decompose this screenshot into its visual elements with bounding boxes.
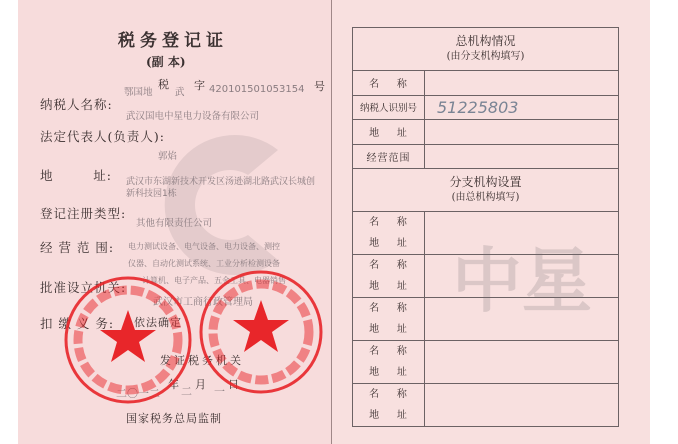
head-office-header: [353, 28, 619, 71]
taxpayer-name-value: 武汉国电中星电力设备有限公司: [126, 111, 260, 122]
branch-name-label: 名 称: [369, 303, 408, 314]
head-office-note: (由分支机构填写): [446, 51, 525, 62]
branch-labels: [353, 255, 425, 298]
table-row: [353, 71, 619, 96]
branch-address-label: 地 址: [369, 238, 408, 249]
row-value: [425, 144, 619, 169]
withholding-label: 扣 缴 义 务:: [40, 316, 115, 331]
seal-star-icon: [233, 300, 289, 352]
cert-shui: 税: [158, 78, 170, 91]
issuer-label: 发证税务机关: [160, 354, 244, 367]
row-label: 名 称: [353, 71, 425, 96]
branch-name-label: 名 称: [369, 217, 408, 228]
legal-rep-value: 郭焰: [158, 151, 178, 162]
cert-zi: 字: [194, 79, 206, 92]
approval-authority-label: 批准设立机关:: [40, 280, 127, 295]
cert-prefix: 鄂国地: [124, 87, 153, 98]
taxpayer-name-label: 纳税人名称:: [40, 97, 113, 112]
branch-labels: [353, 212, 425, 255]
row-value: [425, 120, 619, 145]
date-year: 二〇一二: [116, 387, 160, 400]
table-row: [353, 120, 619, 145]
cert-number-value: 420101501053154: [209, 84, 305, 95]
branch-row: [353, 384, 619, 427]
table-row: [353, 144, 619, 169]
row-label: 经营范围: [353, 144, 425, 169]
branch-value: [425, 341, 619, 384]
withholding-value: 依法确定: [134, 316, 182, 329]
branch-labels: [353, 341, 425, 384]
legal-rep-label: 法定代表人(负责人):: [40, 129, 165, 144]
branch-value: [425, 384, 619, 427]
address-value: 武汉市东湖新技术开发区汤逊湖北路武汉长城创新科技园1栋: [126, 177, 316, 199]
branch-title: 分支机构设置: [449, 175, 522, 189]
footer-supervision: 国家税务总局监制: [126, 412, 222, 425]
row-value: [425, 71, 619, 96]
approval-authority-value: 武汉市工商行政管理局: [153, 297, 253, 308]
date-year-label: 年: [168, 378, 180, 391]
business-scope-label: 经 营 范 围:: [40, 240, 115, 255]
registration-type-value: 其他有限责任公司: [136, 218, 213, 229]
seal-star-icon: [100, 310, 156, 362]
branch-name-label: 名 称: [369, 260, 408, 271]
branch-row: [353, 341, 619, 384]
date-month: 二: [181, 385, 192, 398]
business-scope-line: 仪器、自动化测试系统、工业分析检测设备: [128, 259, 280, 268]
cert-wu: 武: [175, 87, 185, 98]
address-label: 地 址:: [40, 168, 112, 183]
date-day: 一: [214, 385, 225, 398]
cert-hao: 号: [314, 80, 326, 93]
branch-header: [353, 169, 619, 212]
branch-address-label: 地 址: [369, 367, 408, 378]
branch-name-label: 名 称: [369, 389, 408, 400]
head-office-title: 总机构情况: [455, 34, 516, 48]
date-month-label: 月: [195, 378, 207, 391]
branch-name-label: 名 称: [369, 346, 408, 357]
registration-type-label: 登记注册类型:: [40, 206, 127, 221]
branch-labels: [353, 298, 425, 341]
branch-address-label: 地 址: [369, 324, 408, 335]
table-row: [353, 95, 619, 120]
certificate-right-page: [332, 0, 650, 444]
branch-note: (由总机构填写): [451, 192, 520, 203]
row-label: 地 址: [353, 120, 425, 145]
branch-labels: [353, 384, 425, 427]
taxpayer-id-value: 51225803: [425, 95, 619, 120]
date-day-label: 日: [228, 378, 240, 391]
watermark-text: 中星: [452, 240, 592, 322]
page-title: 税务登记证: [118, 31, 228, 51]
official-seals: [18, 0, 332, 444]
branch-address-label: 地 址: [369, 410, 408, 421]
certificate-left-page: [18, 0, 332, 444]
page-subtitle: (副 本): [146, 55, 186, 69]
business-scope-line: 电力测试设备、电气设备、电力设备、测控: [128, 242, 280, 251]
business-scope-line: 计算机、电子产品、五金工具、电器销售: [142, 276, 286, 285]
branch-address-label: 地 址: [369, 281, 408, 292]
row-label: 纳税人识别号: [353, 95, 425, 120]
